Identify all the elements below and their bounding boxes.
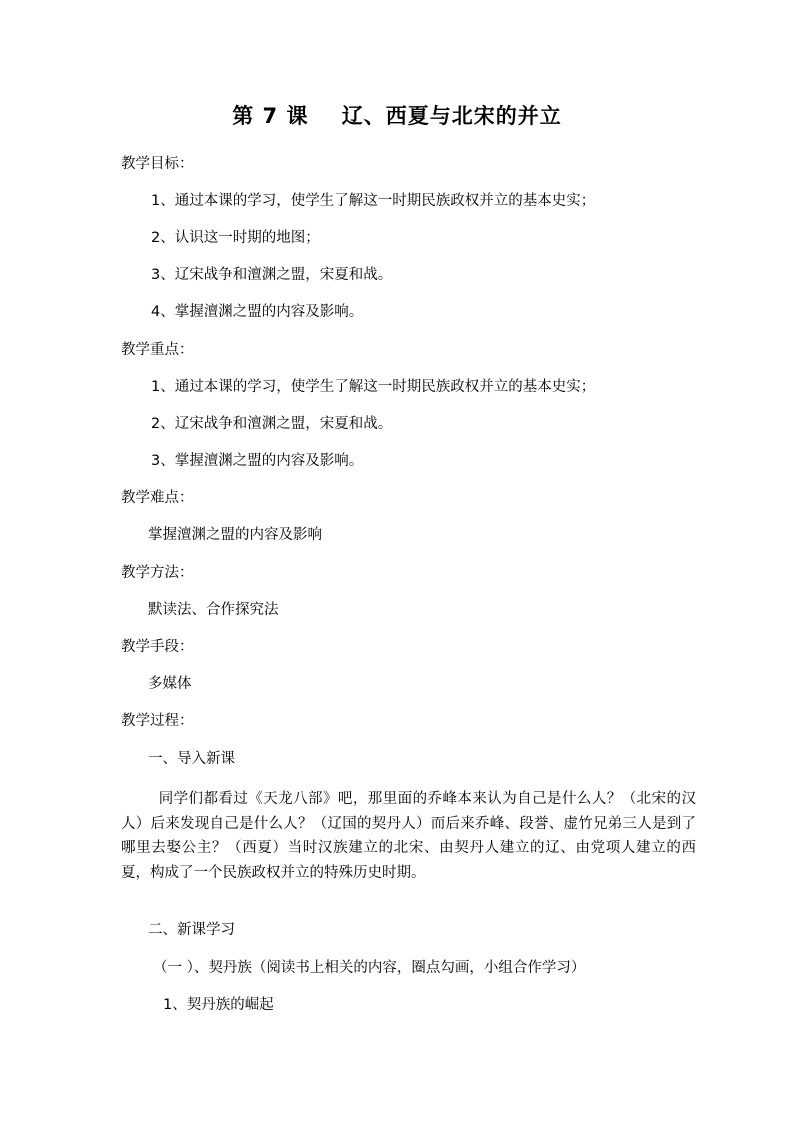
objective-item: 3、辽宋战争和澶渊之盟，宋夏和战。 xyxy=(151,267,393,283)
objective-item: 2、认识这一时期的地图； xyxy=(151,230,320,246)
methods-text: 默读法、合作探究法 xyxy=(148,602,279,618)
means-text: 多媒体 xyxy=(148,676,192,692)
intro-paragraph-block xyxy=(121,787,696,885)
intro-paragraph: 同学们都看过《天龙八部》吧，那里面的乔峰本来认为自己是什么人？（北宋的汉人）后来发现自己是什么人？（辽国的契丹人）而后来乔峰、段誉、虚竹兄弟三人是到了哪里去娶公主？（西夏）当时汉族建立的北宋、由契丹人建立的辽、由党项人建立的西夏，构成了一个民族政权并立的特殊历史时期。 xyxy=(121,791,696,881)
subsection-heading: （一 ）、契丹族（阅读书上相关的内容，圈点勾画，小组合作学习） xyxy=(153,960,586,976)
key-point-item: 2、辽宋战争和澶渊之盟，宋夏和战。 xyxy=(151,416,393,432)
objective-item: 1、通过本课的学习，使学生了解这一时期民族政权并立的基本史实； xyxy=(151,193,596,209)
subsubsection-heading: 1、契丹族的崛起 xyxy=(163,997,274,1013)
objective-item: 4、掌握澶渊之盟的内容及影响。 xyxy=(151,304,364,320)
process-heading: 教学过程： xyxy=(121,713,194,729)
key-point-item: 3、掌握澶渊之盟的内容及影响。 xyxy=(151,453,364,469)
section-heading: 二、新课学习 xyxy=(148,922,235,938)
means-heading: 教学手段： xyxy=(121,639,194,655)
objectives-heading: 教学目标： xyxy=(121,156,194,172)
methods-heading: 教学方法： xyxy=(121,565,194,581)
section-heading: 一、导入新课 xyxy=(148,751,235,767)
difficulties-text: 掌握澶渊之盟的内容及影响 xyxy=(148,527,322,543)
lesson-title: 第 7 课 辽、西夏与北宋的并立 xyxy=(232,104,562,128)
key-points-heading: 教学重点： xyxy=(121,342,194,358)
difficulties-heading: 教学难点： xyxy=(121,490,194,506)
key-point-item: 1、通过本课的学习，使学生了解这一时期民族政权并立的基本史实； xyxy=(151,379,596,395)
